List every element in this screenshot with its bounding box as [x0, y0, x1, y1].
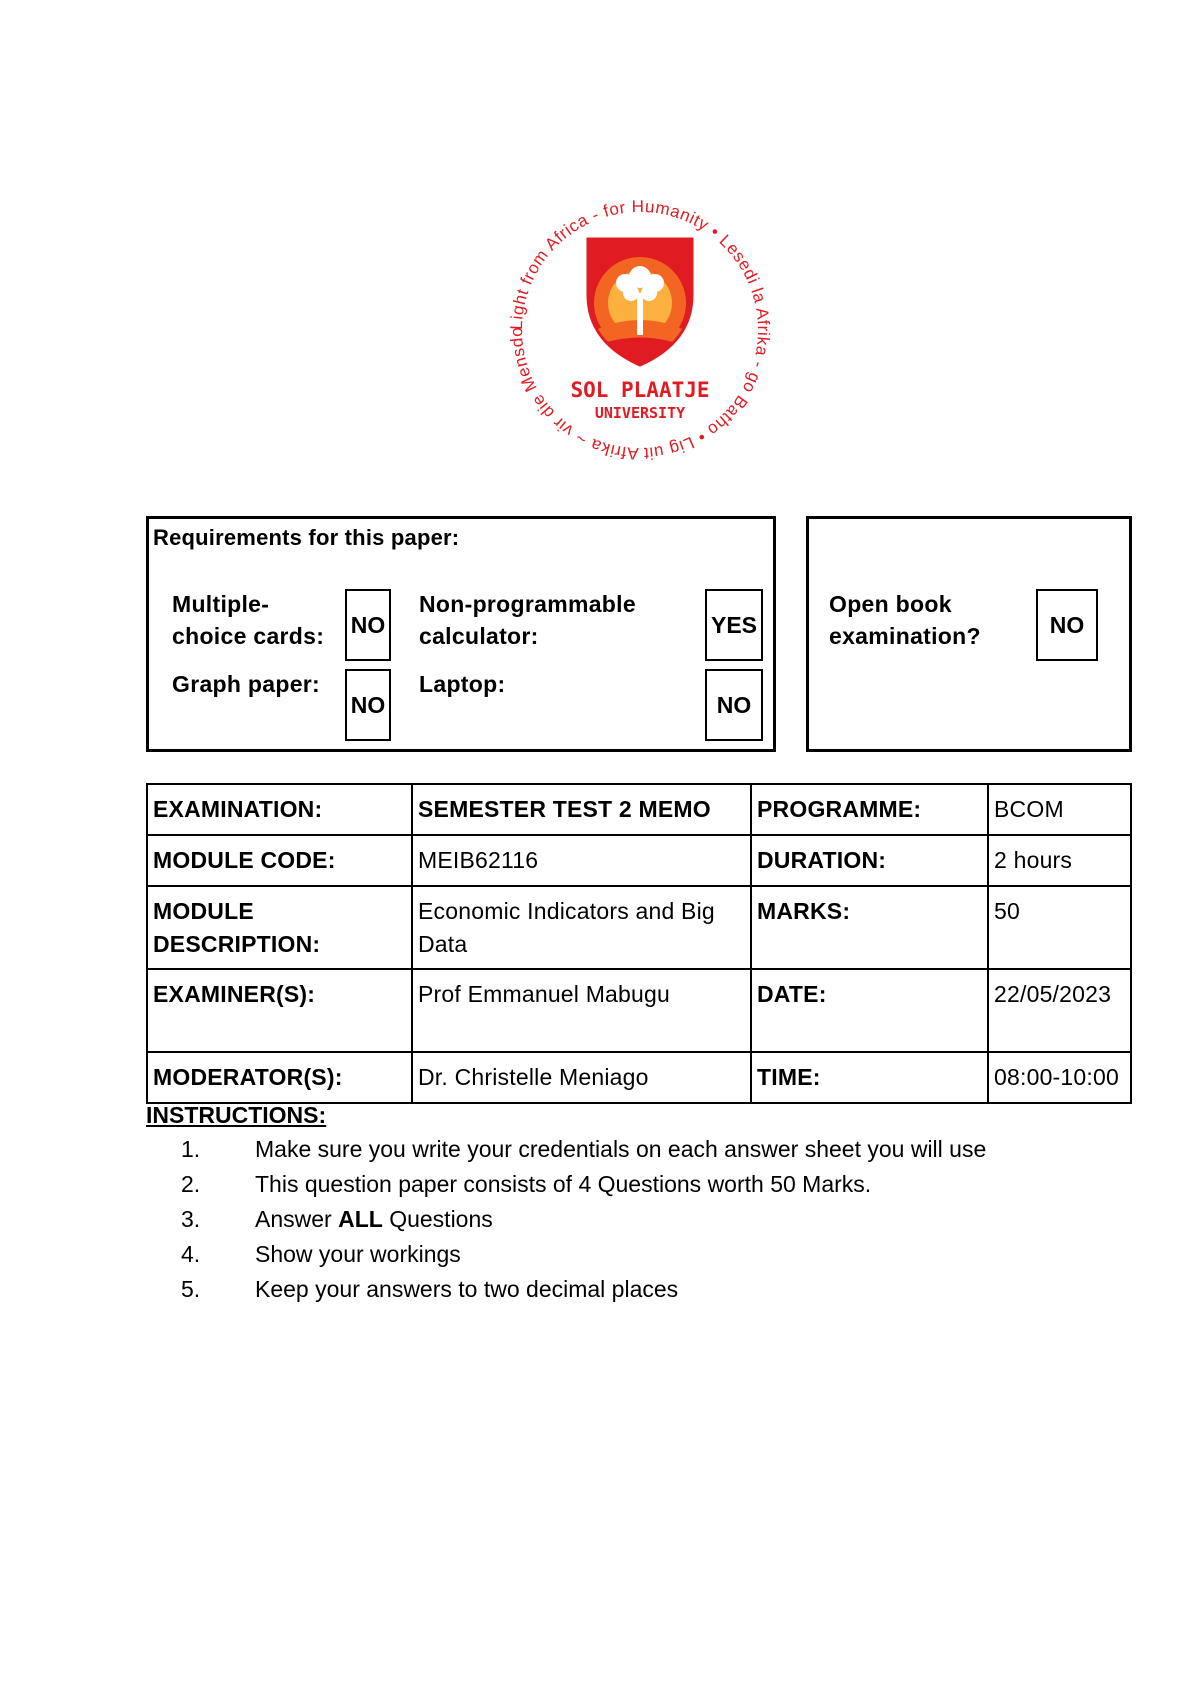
graph-paper-value: NO	[345, 669, 391, 741]
module-description-value: Economic Indicators and Big Data	[412, 886, 751, 969]
programme-label: PROGRAMME:	[751, 784, 988, 835]
instructions-title: INSTRUCTIONS:	[146, 1102, 327, 1128]
exam-info-table	[146, 783, 1132, 1104]
time-label: TIME:	[751, 1052, 988, 1103]
mcq-value: NO	[345, 589, 391, 661]
programme-value: BCOM	[988, 784, 1131, 835]
calculator-label: Non-programmable calculator:	[419, 591, 636, 649]
date-value: 22/05/2023	[988, 969, 1131, 1052]
requirements-title: Requirements for this paper:	[153, 525, 460, 550]
logo-name-line1: SOL PLAATJE	[570, 378, 710, 402]
calculator-value: YES	[705, 589, 763, 661]
table-row	[147, 784, 1131, 835]
laptop-value: NO	[705, 669, 763, 741]
open-book-label: Open book examination?	[829, 591, 981, 649]
table-row	[147, 886, 1131, 969]
marks-label: MARKS:	[751, 886, 988, 969]
laptop-label: Laptop:	[419, 671, 506, 697]
shield-icon	[585, 235, 695, 375]
duration-label: DURATION:	[751, 835, 988, 886]
examiner-label: EXAMINER(S):	[147, 969, 412, 1052]
table-row	[147, 835, 1131, 886]
duration-value: 2 hours	[988, 835, 1131, 886]
open-book-value: NO	[1036, 589, 1098, 661]
logo-ring-text: Light from Africa - for Humanity • Lesedi la Afrika - go Batho • Lig uit Afrika ~ vir die Mensdo	[506, 196, 774, 464]
date-label: DATE:	[751, 969, 988, 1052]
graph-paper-label: Graph paper:	[172, 671, 321, 697]
table-row	[147, 969, 1131, 1052]
examination-value: SEMESTER TEST 2 MEMO	[412, 784, 751, 835]
examination-label: EXAMINATION:	[147, 784, 412, 835]
open-book-box	[806, 516, 1132, 752]
examiner-value: Prof Emmanuel Mabugu	[412, 969, 751, 1052]
logo-emblem	[495, 185, 785, 475]
requirements-box	[146, 516, 776, 752]
moderator-value: Dr. Christelle Meniago	[412, 1052, 751, 1103]
moderator-label: MODERATOR(S):	[147, 1052, 412, 1103]
time-value: 08:00-10:00	[988, 1052, 1131, 1103]
module-code-label: MODULE CODE:	[147, 835, 412, 886]
mcq-label: Multiple- choice cards:	[172, 591, 325, 649]
marks-value: 50	[988, 886, 1131, 969]
module-code-value: MEIB62116	[412, 835, 751, 886]
module-description-label: MODULE DESCRIPTION:	[147, 886, 412, 969]
table-row	[147, 1052, 1131, 1103]
university-logo	[495, 185, 785, 475]
logo-name-line2: UNIVERSITY	[594, 404, 686, 422]
